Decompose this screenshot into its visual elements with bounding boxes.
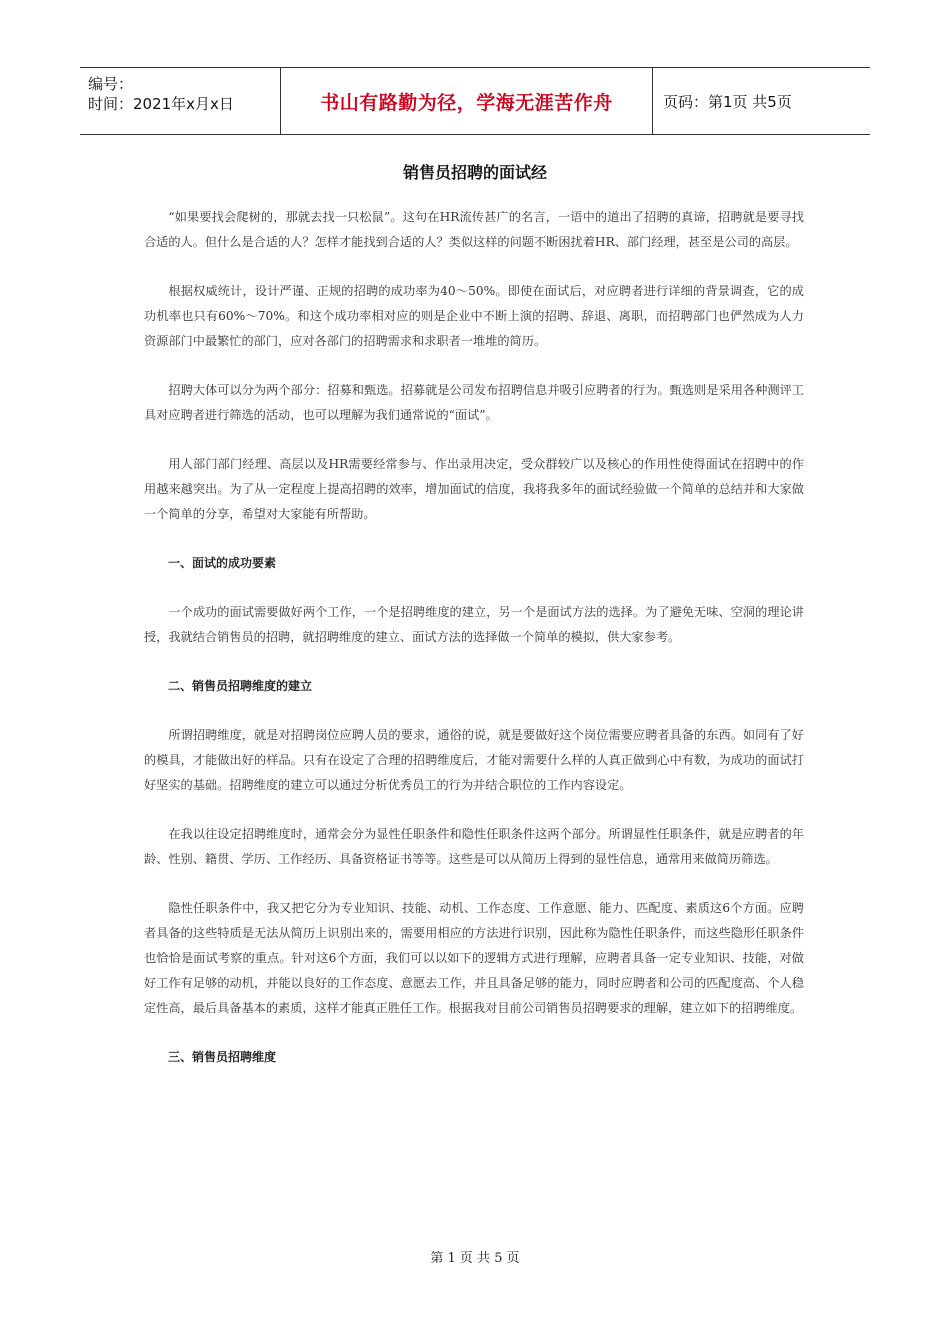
header-info <box>80 68 280 134</box>
body-paragraph: 根据权威统计，设计严谨、正规的招聘的成功率为40～50%。即使在面试后，对应聘者进行详细的背景调查，它的成功机率也只有60%～70%。和这个成功率相对应的则是企业中不断上演的招聘、辞退、离职，而招聘部门也俨然成为人力资源部门中最繁忙的部门，应对各部门的招聘需求和求职者一堆堆的简历。 <box>144 284 804 348</box>
document-body <box>144 205 804 1094</box>
section-heading: 二、销售员招聘维度的建立 <box>168 679 313 693</box>
header-page-label: 页码：第1页 共5页 <box>663 92 792 111</box>
body-paragraph: 所谓招聘维度，就是对招聘岗位应聘人员的要求，通俗的说，就是要做好这个岗位需要应聘者具备的东西。如同有了好的模具，才能做出好的样品。只有在设定了合理的招聘维度后，才能对需要什么样的人真正做到心中有数，为成功的面试打好坚实的基础。招聘维度的建立可以通过分析优秀员工的行为并结合职位的工作内容设定。 <box>144 728 804 792</box>
date-label: 时间：2021年x月x日 <box>88 95 234 113</box>
body-paragraph: 用人部门部门经理、高层以及HR需要经常参与、作出录用决定，受众群较广以及核心的作用性使得面试在招聘中的作用越来越突出。为了从一定程度上提高招聘的效率，增加面试的信度，我将我多年的面试经验做一个简单的总结并和大家做一个简单的分享，希望对大家能有所帮助。 <box>144 457 804 521</box>
section-heading: 三、销售员招聘维度 <box>168 1050 277 1064</box>
body-paragraph: “如果要找会爬树的，那就去找一只松鼠”。这句在HR流传甚广的名言，一语中的道出了招聘的真谛，招聘就是要寻找合适的人。但什么是合适的人？怎样才能找到合适的人？类似这样的问题不断困扰着HR、部门经理，甚至是公司的高层。 <box>144 210 804 249</box>
page-footer: 第 1 页 共 5 页 <box>430 1251 520 1266</box>
body-paragraph: 招聘大体可以分为两个部分：招募和甄选。招募就是公司发布招聘信息并吸引应聘者的行为。甄选则是采用各种测评工具对应聘者进行筛选的活动，也可以理解为我们通常说的“面试”。 <box>144 383 804 422</box>
header-motto: 书山有路勤为径，学海无涯苦作舟 <box>280 68 653 134</box>
number-label: 编号： <box>88 75 134 93</box>
body-paragraph: 在我以往设定招聘维度时，通常会分为显性任职条件和隐性任职条件这两个部分。所谓显性任职条件，就是应聘者的年龄、性别、籍贯、学历、工作经历、具备资格证书等等。这些是可以从简历上得到的显性信息，通常用来做简历筛选。 <box>144 827 804 866</box>
body-paragraph: 一个成功的面试需要做好两个工作，一个是招聘维度的建立，另一个是面试方法的选择。为了避免无味、空洞的理论讲授，我就结合销售员的招聘，就招聘维度的建立、面试方法的选择做一个简单的模拟，供大家参考。 <box>144 605 804 644</box>
document-title: 销售员招聘的面试经 <box>402 163 547 182</box>
section-heading: 一、面试的成功要素 <box>168 556 277 570</box>
body-paragraph: 隐性任职条件中，我又把它分为专业知识、技能、动机、工作态度、工作意愿、能力、匹配度、素质这6个方面。应聘者具备的这些特质是无法从简历上识别出来的，需要用相应的方法进行识别，因此称为隐性任职条件，而这些隐形任职条件也恰恰是面试考察的重点。针对这6个方面，我们可以以如下的逻辑方式进行理解，应聘者具备一定专业知识、技能，对做好工作有足够的动机，并能以良好的工作态度、意愿去工作，并且具备足够的能力，同时应聘者和公司的匹配度高、个人稳定性高，最后具备基本的素质，这样才能真正胜任工作。根据我对目前公司销售员招聘要求的理解，建立如下的招聘维度。 <box>144 901 804 1015</box>
document-header <box>80 67 870 135</box>
